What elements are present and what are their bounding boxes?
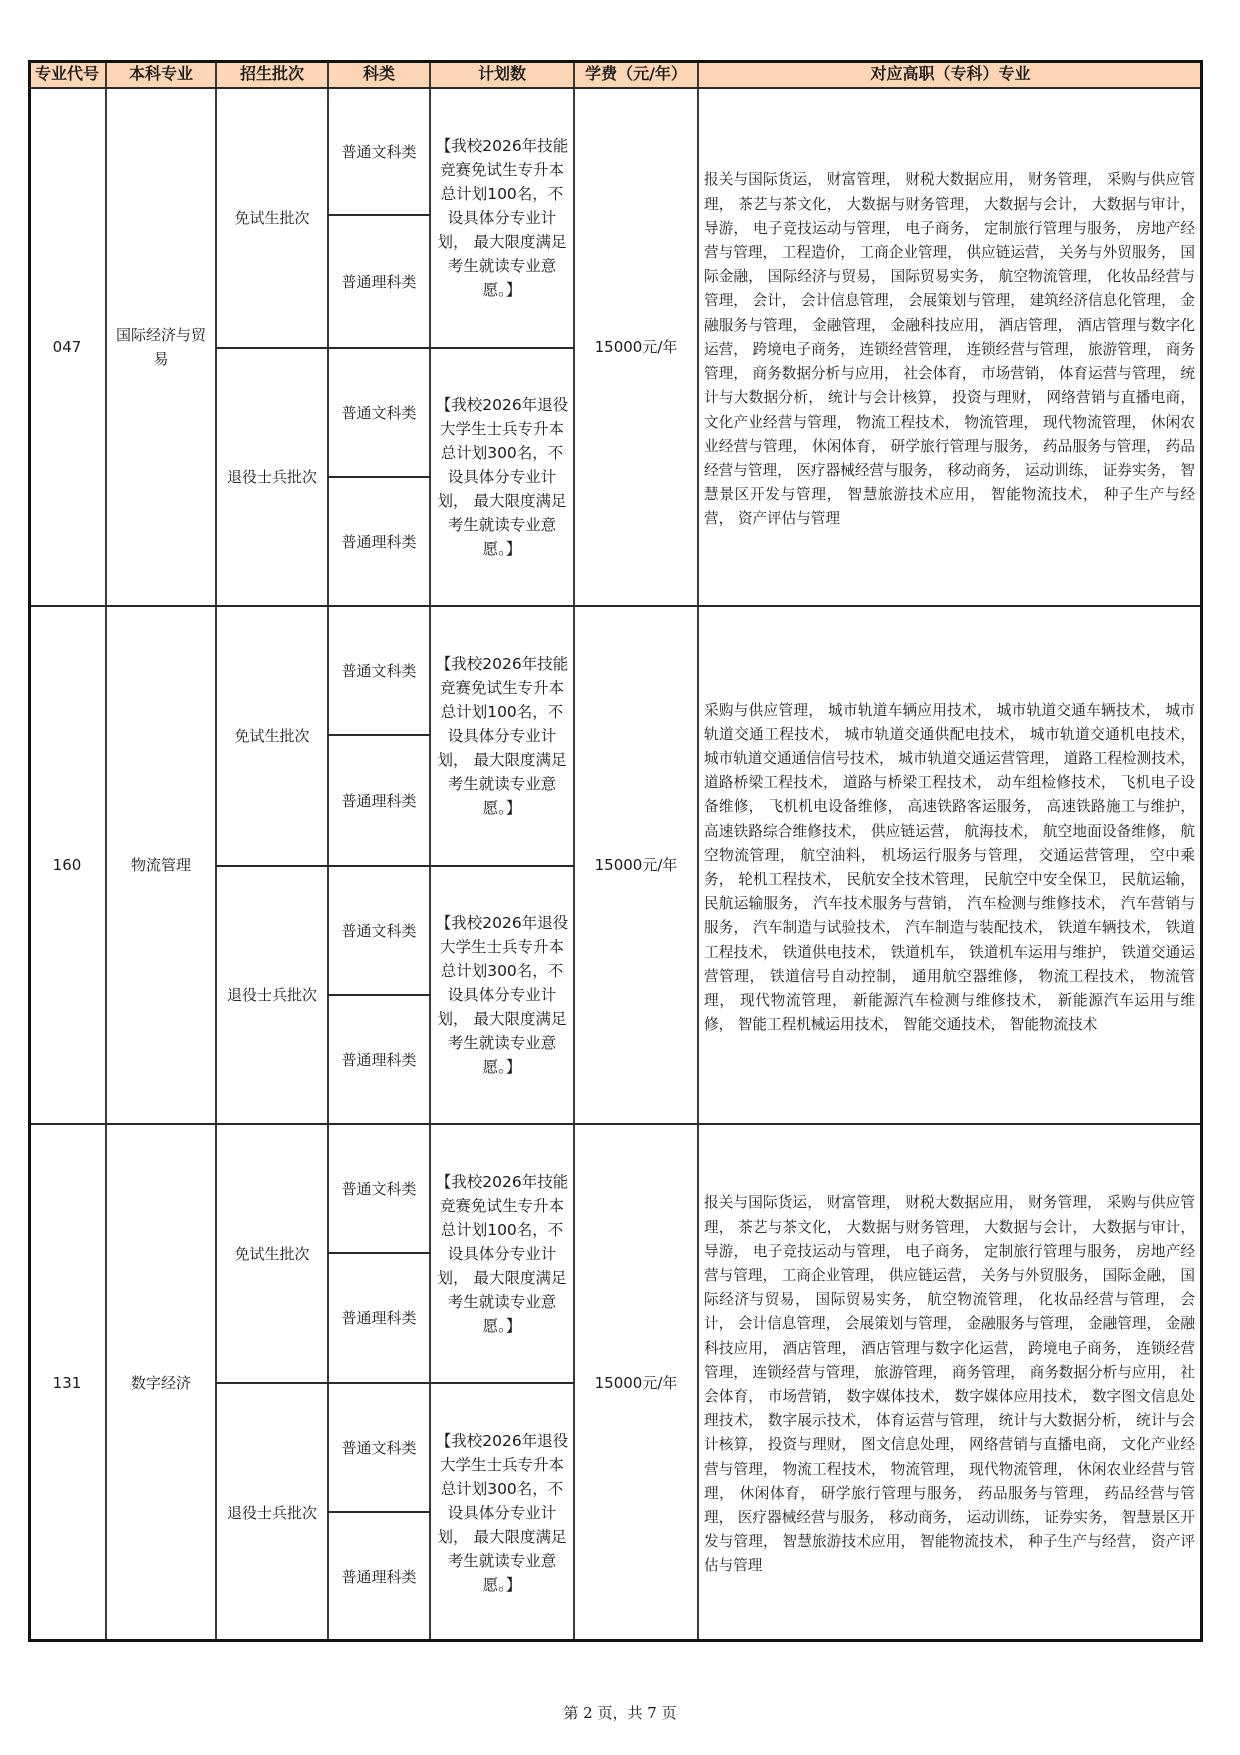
enrollment-table: [28, 60, 1203, 1642]
header-related-majors: 对应高职（专科）专业: [698, 60, 1203, 88]
header-plan: 计划数: [430, 60, 574, 88]
subject-type: 普通文科类: [341, 142, 417, 161]
column-divider: [105, 60, 107, 1642]
related-majors-list: 报关与国际货运， 财富管理， 财税大数据应用， 财务管理， 采购与供应管理， 茶艺与茶文化， 大数据与财务管理， 大数据与会计， 大数据与审计， 导游， 电子竞技运动与管理， 电子商务， 定制旅行管理与服务， 房地产经营与管理， 工程造价， 工商企业管理， 供应链运营， 关务与外贸服务， 国际金融， 国际经济与贸易， 国际贸易实务， 航空物流管理， 化妆品经营与管理， 会计， 会计信息管理， 会展策划与管理， 建筑经济信息化管理， 金融服务与管理， 金融管理， 金融科技应用， 酒店管理， 酒店管理与数字化运营， 跨境电子商务， 连锁经营管理， 连锁经营与管理， 旅游管理， 商务管理， 商务数据分析与应用， 社会体育， 市场营销， 体育运营与管理， 统计与大数据分析， 统计与会计核算， 投资与理财， 网络营销与直播电商， 文化产业经营与管理， 物流工程技术， 物流管理， 现代物流管理， 休闲农业经营与管理， 休闲体育， 研学旅行管理与服务， 药品服务与管理， 药品经营与管理， 医疗器械经营与服务， 移动商务， 运动训练， 证券实务， 智慧景区开发与管理， 智慧旅游技术应用， 智能物流技术， 种子生产与经营， 资产评估与管理: [704, 171, 1195, 528]
row-divider: [28, 605, 1203, 607]
plan-note: 【我校2026年退役大学生士兵专升本总计划300名，不设具体分专业计划， 最大限度满足考生就读专业意愿。】: [435, 914, 569, 1076]
subject-divider: [328, 476, 430, 478]
subject-type: 普通理科类: [341, 532, 417, 551]
header-code: 专业代号: [28, 60, 106, 88]
related-majors-list: 采购与供应管理， 城市轨道车辆应用技术， 城市轨道交通车辆技术， 城市轨道交通工程技术， 城市轨道交通供配电技术， 城市轨道交通机电技术， 城市轨道交通通信信号技术， 城市轨道交通运营管理， 道路工程检测技术， 道路桥梁工程技术， 道路与桥梁工程技术， 动车组检修技术， 飞机电子设备维修， 飞机机电设备维修， 高速铁路客运服务， 高速铁路施工与维护， 高速铁路综合维修技术， 供应链运营， 航海技术， 航空地面设备维修， 航空物流管理， 航空油料， 机场运行服务与管理， 交通运营管理， 空中乘务， 轮机工程技术， 民航安全技术管理， 民航空中安全保卫， 民航运输， 民航运输服务， 汽车技术服务与营销， 汽车检测与维修技术， 汽车营销与服务， 汽车制造与试验技术， 汽车制造与装配技术， 铁道车辆技术， 铁道工程技术， 铁道供电技术， 铁道机车， 铁道机车运用与维护， 铁道交通运营管理， 铁道信号自动控制， 通用航空器维修， 物流工程技术， 物流管理， 现代物流管理， 新能源汽车检测与维修技术， 新能源汽车运用与维修， 智能工程机械运用技术， 智能交通技术， 智能物流技术: [704, 701, 1195, 1034]
batch-name: 免试生批次: [234, 727, 310, 745]
tuition-fee: 15000元/年: [594, 1374, 678, 1392]
batch-name: 退役士兵批次: [226, 986, 317, 1004]
header-batch: 招生批次: [216, 60, 328, 88]
column-divider: [215, 60, 217, 1642]
major-code: 131: [52, 1374, 82, 1392]
major-name: 数字经济: [130, 1374, 191, 1392]
major-name: 物流管理: [130, 856, 191, 874]
tuition-fee: 15000元/年: [594, 338, 678, 356]
major-code: 047: [52, 338, 82, 356]
plan-note: 【我校2026年技能竞赛免试生专升本总计划100名，不设具体分专业计划， 最大限度满足考生就读专业意愿。】: [435, 137, 569, 299]
related-majors-list: 报关与国际货运， 财富管理， 财税大数据应用， 财务管理， 采购与供应管理， 茶艺与茶文化， 大数据与财务管理， 大数据与会计， 大数据与审计， 导游， 电子竞技运动与管理， 电子商务， 定制旅行管理与服务， 房地产经营与管理， 工商企业管理， 供应链运营， 关务与外贸服务， 国际金融， 国际经济与贸易， 国际贸易实务， 航空物流管理， 化妆品经营与管理， 会计， 会计信息管理， 会展策划与管理， 金融服务与管理， 金融管理， 金融科技应用， 酒店管理， 酒店管理与数字化运营， 跨境电子商务， 连锁经营管理， 连锁经营与管理， 旅游管理， 商务管理， 商务数据分析与应用， 社会体育， 市场营销， 数字媒体技术， 数字媒体应用技术， 数字图文信息处理技术， 数字展示技术， 体育运营与管理， 统计与大数据分析， 统计与会计核算， 投资与理财， 图文信息处理， 网络营销与直播电商， 文化产业经营与管理， 物流工程技术， 物流管理， 现代物流管理， 休闲农业经营与管理， 休闲体育， 研学旅行管理与服务， 药品服务与管理， 药品经营与管理， 医疗器械经营与服务， 移动商务， 运动训练， 证券实务， 智慧景区开发与管理， 智慧旅游技术应用， 智能物流技术， 种子生产与经营， 资产评估与管理: [704, 1194, 1195, 1575]
subject-type: 普通文科类: [341, 921, 417, 940]
column-divider: [327, 60, 329, 1642]
subject-type: 普通文科类: [341, 1438, 417, 1457]
major-name: 国际经济与贸易: [115, 326, 206, 368]
header-divider: [28, 87, 1203, 89]
tuition-fee: 15000元/年: [594, 856, 678, 874]
header-major: 本科专业: [106, 60, 216, 88]
header-subject: 科类: [328, 60, 430, 88]
subject-type: 普通理科类: [341, 1309, 417, 1327]
subject-type: 普通理科类: [341, 272, 417, 291]
plan-note: 【我校2026年技能竞赛免试生专升本总计划100名，不设具体分专业计划， 最大限度满足考生就读专业意愿。】: [435, 1172, 569, 1335]
page-footer: 第 2 页，共 7 页: [563, 1704, 677, 1722]
column-divider: [429, 60, 431, 1642]
subject-divider: [328, 1511, 430, 1513]
batch-name: 退役士兵批次: [226, 1503, 317, 1522]
subject-divider: [328, 994, 430, 996]
header-tuition: 学费（元/年）: [574, 60, 698, 88]
subject-type: 普通文科类: [341, 1179, 417, 1198]
batch-divider: [216, 865, 574, 867]
subject-type: 普通文科类: [341, 661, 417, 680]
subject-type: 普通理科类: [341, 791, 417, 810]
batch-name: 免试生批次: [234, 1244, 310, 1263]
batch-name: 免试生批次: [234, 209, 310, 227]
subject-type: 普通理科类: [341, 1568, 417, 1586]
major-code: 160: [52, 856, 82, 874]
plan-note: 【我校2026年退役大学生士兵专升本总计划300名，不设具体分专业计划， 最大限度满足考生就读专业意愿。】: [435, 1431, 569, 1594]
subject-divider: [328, 214, 430, 216]
plan-note: 【我校2026年技能竞赛免试生专升本总计划100名，不设具体分专业计划， 最大限度满足考生就读专业意愿。】: [435, 655, 569, 817]
plan-note: 【我校2026年退役大学生士兵专升本总计划300名，不设具体分专业计划， 最大限度满足考生就读专业意愿。】: [435, 396, 569, 558]
column-divider: [697, 60, 699, 1642]
batch-divider: [216, 1382, 574, 1384]
batch-name: 退役士兵批次: [226, 468, 317, 486]
subject-divider: [328, 734, 430, 736]
subject-divider: [328, 1252, 430, 1254]
subject-type: 普通理科类: [341, 1050, 417, 1069]
batch-divider: [216, 347, 574, 349]
row-divider: [28, 1123, 1203, 1125]
subject-type: 普通文科类: [341, 403, 417, 422]
column-divider: [573, 60, 575, 1642]
